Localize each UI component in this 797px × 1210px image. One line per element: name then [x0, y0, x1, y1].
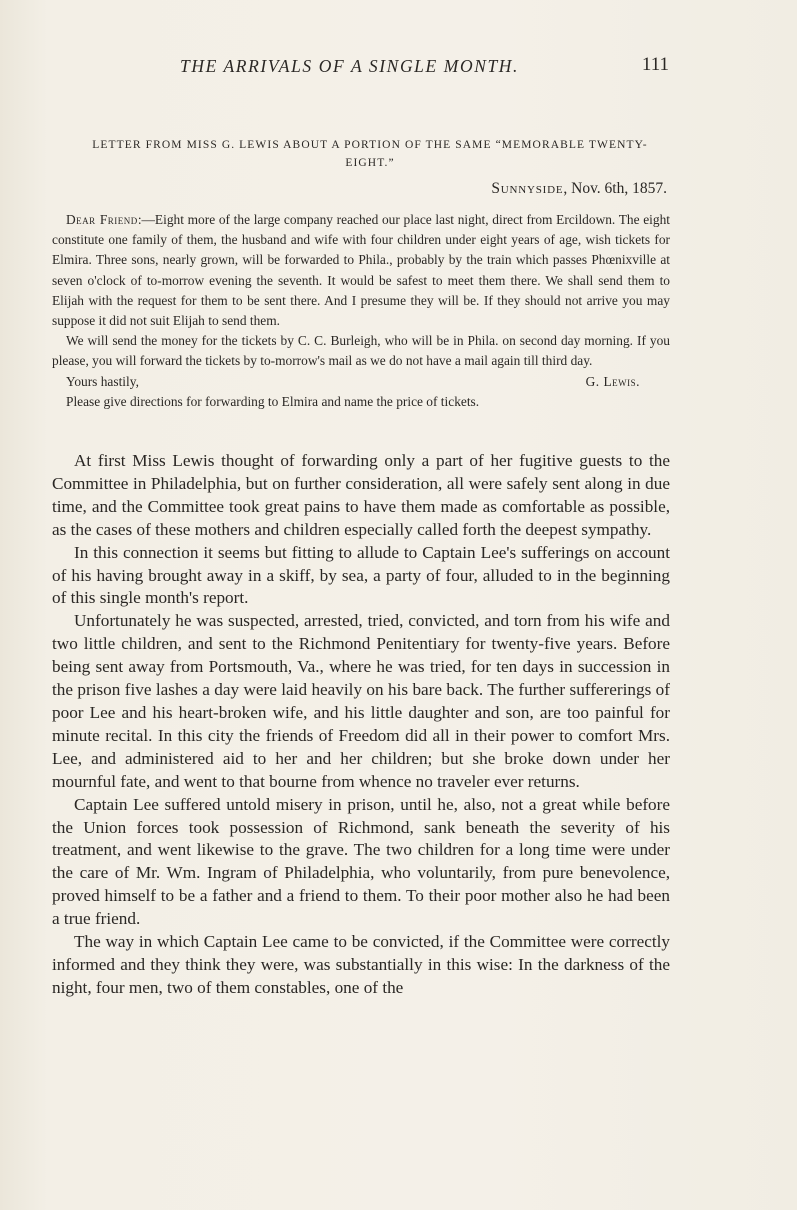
body-paragraph: At first Miss Lewis thought of forwarding only a part of her fugitive guests to the Committee in Philadelphia, but on further consideration, all were safely sent along in due time, and the Committee took great pains to have them made as comfortable as possible, as the cases of these mothers and children especially called forth the deepest sympathy. — [52, 451, 670, 539]
dateline-place: Sunnyside — [491, 180, 564, 197]
running-title: THE ARRIVALS OF A SINGLE MONTH. — [180, 56, 520, 76]
letter-paragraph — [52, 210, 670, 331]
letter-salutation: Dear Friend — [66, 212, 138, 227]
page-header — [52, 52, 669, 82]
letter-postscript: Please give directions for forwarding to Elmira and name the price of tickets. — [66, 393, 480, 409]
letter-paragraph-text: :—Eight more of the large company reached our place last night, direct from Ercildown. The eight constitute one family of them, the husband and wife with four children under eight years of age, wish tickets for Elmira. Three sons, nearly grown, will be forwarded to Phila., probably by the train which passes Phœnixville at seven o'clock of to-morrow evening the seventh. It would be safest to meet them there. We shall send them to Elijah with the request for them to be sent there. And I presume they will be. If they should not arrive you may suppose it did not suit Elijah to send them. — [52, 212, 670, 329]
letter-dateline — [491, 180, 667, 198]
letter-signoff — [52, 372, 670, 392]
page-number: 111 — [641, 54, 669, 75]
body-paragraph: The way in which Captain Lee came to be convicted, if the Committee were correctly informed and they think they were, was substantially in this wise: In the darkness of the night, four men, two of them constables, one of the — [52, 932, 670, 997]
letter-body — [52, 210, 670, 412]
body-paragraph: Captain Lee suffered untold misery in prison, until he, also, not a great while before the Union forces took possession of Richmond, sank beneath the severity of his treatment, and went likewise to the grave. The two children for a long time were under the care of Mr. Wm. Ingram of Philadelphia, who voluntarily, from pure benevolence, proved himself to be a father and a friend to them. To their poor mother also he had been a true friend. — [52, 794, 670, 929]
body-paragraph: In this connection it seems but fitting to allude to Captain Lee's sufferings on account of his having brought away in a skiff, by sea, a party of four, alluded to in the beginning of this single month's report. — [52, 542, 670, 608]
body-text — [52, 450, 670, 1000]
body-paragraph: Unfortunately he was suspected, arrested, tried, convicted, and torn from his wife and two little children, and sent to the Richmond Penitentiary for twenty-five years. Before being sent away from Portsmouth, Va., where he was tried, for ten days in succession in the prison five lashes a day were laid heavily on his bare back. The further suffererings of poor Lee and his heart-broken wife, and his little daughter and son, are too painful for minute recital. In this city the friends of Freedom did all in their power to comfort Mrs. Lee, and administered aid to her and her children; but she broke down under her mournful fate, and went to that bourne from whence no traveler ever returns. — [52, 611, 670, 791]
letter-paragraph: We will send the money for the tickets by C. C. Burleigh, who will be in Phila. on second day morning. If you please, you will forward the tickets by to-morrow's mail as we do not have a mail again till third day. — [52, 333, 670, 369]
dateline-date: , Nov. 6th, 1857. — [563, 180, 667, 197]
letter-signature: G. Lewis. — [585, 373, 640, 389]
letter-heading: LETTER FROM MISS G. LEWIS ABOUT A PORTION OF THE SAME “MEMORABLE TWENTY-EIGHT.” — [92, 139, 648, 169]
letter-closing: Yours hastily, — [66, 373, 139, 389]
